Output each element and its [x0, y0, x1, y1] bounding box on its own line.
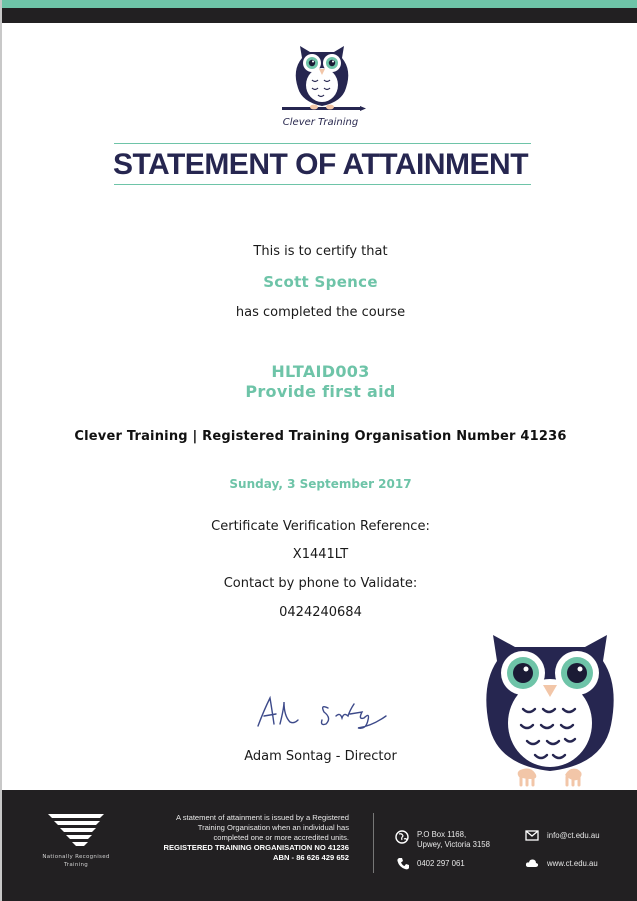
validation-contact-label: Contact by phone to Validate:	[223, 576, 418, 591]
owl-illustration-icon	[475, 625, 625, 800]
nrt-caption	[32, 853, 120, 869]
cloud-icon	[525, 856, 539, 870]
title-bottom-rule	[114, 184, 531, 185]
completed-text: has completed the course	[235, 305, 406, 320]
nrt-caption-line2: Training	[63, 862, 89, 868]
nrt-logo-icon	[44, 812, 108, 852]
location-icon	[395, 830, 409, 844]
footer-phone: 0402 297 061	[417, 859, 465, 868]
organisation-line: Clever Training | Registered Training Organisation Number 41236	[74, 429, 567, 444]
mail-icon	[525, 828, 539, 842]
brand-name: Clever Training	[282, 117, 359, 128]
footer-email[interactable]: info@ct.edu.au	[547, 831, 600, 840]
verification-reference: X1441LT	[292, 547, 349, 562]
footer-po-box: P.O Box 1168,	[417, 830, 467, 839]
course-code: HLTAID003	[271, 362, 370, 381]
title-top-rule	[114, 143, 531, 144]
certificate-title: STATEMENT OF ATTAINMENT	[112, 148, 529, 181]
certify-text: This is to certify that	[253, 244, 388, 259]
director-signature	[250, 690, 400, 740]
signatory-name: Adam Sontag - Director	[244, 749, 397, 764]
footer-rto-number: REGISTERED TRAINING ORGANISATION NO 41236	[163, 843, 349, 852]
verification-label: Certificate Verification Reference:	[211, 519, 430, 534]
nrt-caption-line1: Nationally Recognised	[42, 854, 110, 860]
footer-address	[417, 830, 490, 850]
issue-date: Sunday, 3 September 2017	[229, 477, 412, 491]
footer-divider	[373, 813, 374, 873]
footer-website[interactable]: www.ct.edu.au	[547, 859, 598, 868]
validation-phone: 0424240684	[279, 605, 362, 620]
footer-desc-line1: A statement of attainment is issued by a Registered	[175, 813, 349, 822]
footer-suburb: Upwey, Victoria 3158	[417, 840, 490, 849]
course-name: Provide first aid	[245, 382, 396, 401]
footer-desc-line3: completed one or more accredited units.	[213, 833, 349, 842]
footer-description	[142, 813, 349, 863]
footer-abn: ABN - 86 626 429 652	[273, 853, 349, 862]
top-accent-bar	[2, 0, 637, 8]
recipient-name: Scott Spence	[263, 273, 378, 291]
phone-icon	[396, 857, 410, 871]
top-dark-bar	[2, 8, 637, 23]
footer-desc-line2: Training Organisation when an individual has	[197, 823, 349, 832]
